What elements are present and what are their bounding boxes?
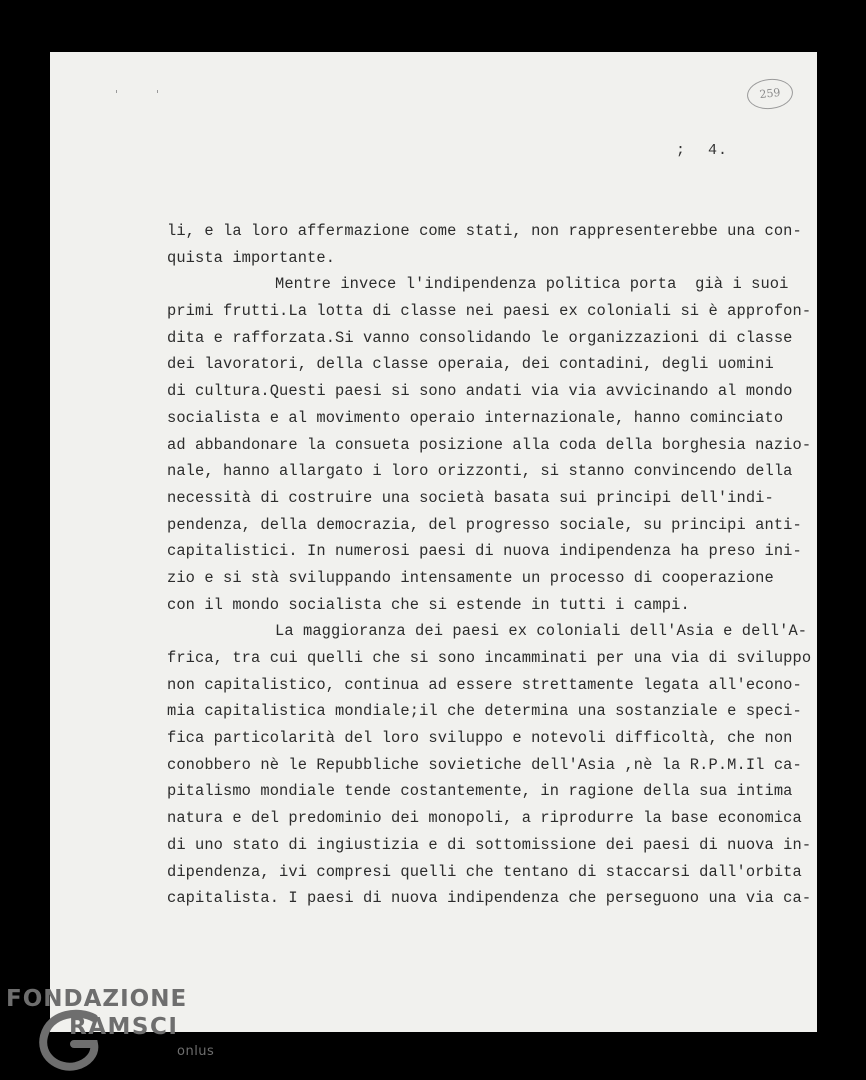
text-line: di uno stato di ingiustizia e di sottomissione dei paesi di nuova in- [167, 835, 812, 854]
archive-stamp: 259 [746, 77, 795, 112]
text-line: dei lavoratori, della classe operaia, dei contadini, degli uomini [167, 355, 774, 374]
typewritten-body [167, 218, 812, 912]
text-line: ad abbandonare la consueta posizione alla coda della borghesia nazio- [167, 435, 812, 454]
text-line: di cultura.Questi paesi si sono andati via via avvicinando al mondo [167, 382, 793, 401]
text-line: fica particolarità del loro sviluppo e notevoli difficoltà, che non [167, 729, 793, 748]
text-line: dipendenza, ivi compresi quelli che tentano di staccarsi dall'orbita [167, 862, 802, 881]
watermark-line2: RAMSCI [69, 1014, 179, 1040]
watermark-line1: FONDAZIONE [6, 986, 188, 1012]
text-line: quista importante. [167, 248, 336, 267]
text-line: non capitalistico, continua ad essere strettamente legata all'econo- [167, 675, 802, 694]
text-line: pendenza, della democrazia, del progresso sociale, su principi anti- [167, 515, 802, 534]
page-number [676, 142, 728, 159]
text-line: nale, hanno allargato i loro orizzonti, si stanno convincendo della [167, 462, 793, 481]
fondazione-gramsci-watermark [6, 986, 221, 1076]
page-number-value: 4. [708, 142, 729, 159]
text-line: La maggioranza dei paesi ex coloniali dell'Asia e dell'A- [275, 622, 808, 641]
text-line: con il mondo socialista che si estende in tutti i campi. [167, 595, 690, 614]
text-line: primi frutti.La lotta di classe nei paesi ex coloniali si è approfon- [167, 302, 812, 321]
text-line: capitalista. I paesi di nuova indipendenza che perseguono una via ca- [167, 889, 812, 908]
text-line: capitalistici. In numerosi paesi di nuova indipendenza ha preso ini- [167, 542, 802, 561]
text-line: li, e la loro affermazione come stati, non rappresenterebbe una con- [167, 222, 802, 240]
text-line: pitalismo mondiale tende costantemente, in ragione della sua intima [167, 782, 793, 801]
text-line: Mentre invece l'indipendenza politica porta già i suoi [275, 275, 789, 294]
margin-mark [116, 90, 117, 93]
text-line: zio e si stà sviluppando intensamente un processo di cooperazione [167, 568, 774, 587]
text-line: conobbero nè le Repubbliche sovietiche dell'Asia ,nè la R.P.M.Il ca- [167, 755, 802, 774]
page-number-separator: ; [676, 142, 687, 159]
text-line: dita e rafforzata.Si vanno consolidando le organizzazioni di classe [167, 328, 793, 347]
watermark-onlus: onlus [177, 1044, 215, 1059]
text-line: natura e del predominio dei monopoli, a riprodurre la base economica [167, 809, 802, 828]
text-line: necessità di costruire una società basata sui principi dell'indi- [167, 488, 774, 507]
margin-mark [157, 90, 158, 93]
text-line: socialista e al movimento operaio internazionale, hanno cominciato [167, 408, 784, 427]
text-line: frica, tra cui quelli che si sono incamminati per una via di sviluppo [167, 649, 812, 667]
text-line: mia capitalistica mondiale;il che determina una sostanziale e speci- [167, 702, 802, 721]
